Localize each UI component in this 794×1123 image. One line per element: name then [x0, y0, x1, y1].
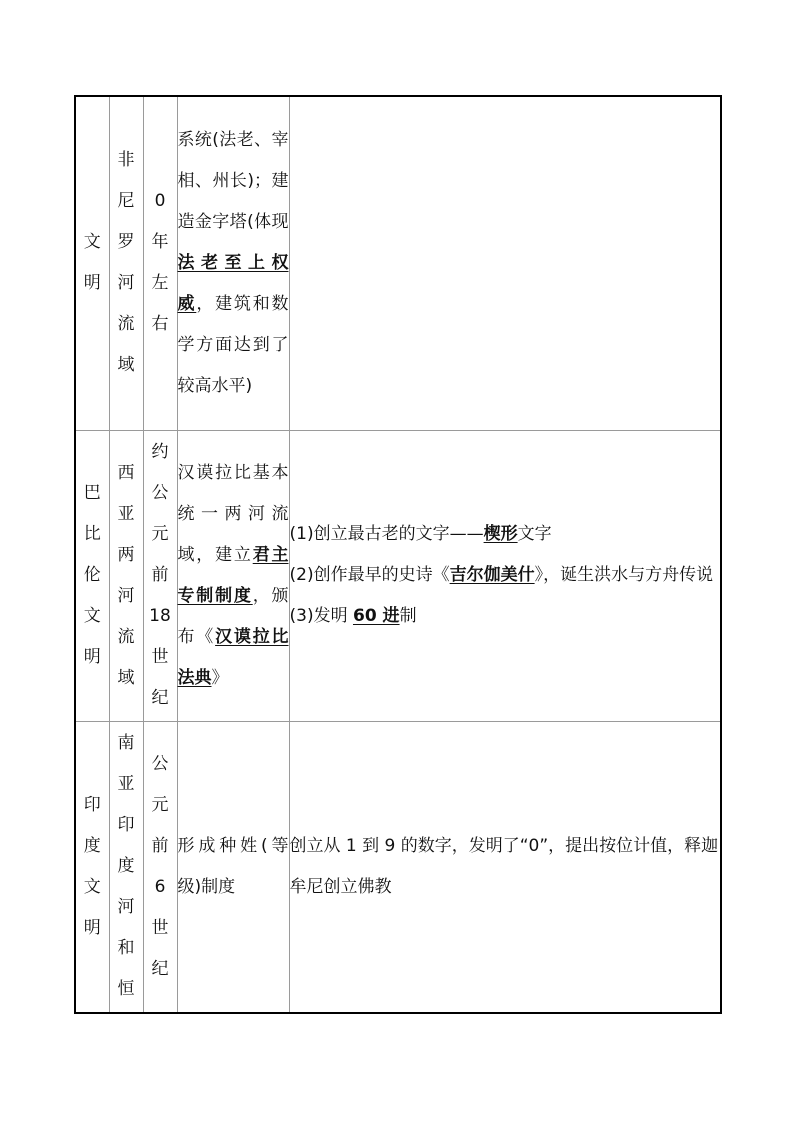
- key-term: 法老至上权威: [177, 252, 289, 314]
- time-cell: [143, 430, 177, 721]
- text-segment: 制: [399, 606, 417, 626]
- cell-char: 明: [83, 647, 101, 667]
- cell-char: 纪: [151, 958, 169, 979]
- cell-char: 亚: [117, 774, 135, 795]
- cell-char: 河: [117, 273, 135, 294]
- culture-cell: [289, 96, 721, 430]
- cell-char: 年: [151, 232, 169, 253]
- cell-char: 比: [83, 524, 101, 544]
- cell-char: 公: [151, 753, 169, 774]
- text-segment: 汉谟拉比基本统一两河流域，建立: [177, 462, 289, 565]
- cell-char: 和: [117, 938, 135, 959]
- cell-char: 恒: [117, 979, 135, 1000]
- cell-char: 河: [117, 585, 135, 606]
- cell-char: 文: [83, 606, 101, 626]
- text-segment: 形成种姓(等级)制度: [177, 835, 289, 897]
- cell-char: 世: [151, 647, 169, 667]
- region-cell: [109, 430, 143, 721]
- cell-char: 西: [117, 462, 135, 483]
- time-cell: [143, 96, 177, 430]
- text-segment: 文字: [517, 524, 552, 544]
- cell-char: 公: [151, 483, 169, 503]
- time-cell: [143, 721, 177, 1013]
- key-term: 楔形: [483, 524, 518, 544]
- cell-char: 前: [151, 565, 169, 585]
- text-segment: (3)发明: [289, 606, 353, 626]
- cell-char: 元: [151, 794, 169, 815]
- cell-char: 河: [117, 897, 135, 918]
- politics-cell: [177, 430, 289, 721]
- key-term: 吉尔伽美什: [449, 565, 535, 585]
- cell-char: 亚: [117, 503, 135, 524]
- key-term: 汉谟拉比法典: [177, 626, 289, 688]
- culture-line: [290, 555, 721, 596]
- cell-char: 非: [117, 150, 135, 171]
- cell-char: 印: [83, 794, 101, 815]
- cell-char: 南: [117, 733, 135, 754]
- cell-char: 右: [151, 314, 169, 335]
- cell-char: 度: [117, 856, 135, 877]
- civ-cell: [75, 96, 109, 430]
- table-row-india: [75, 721, 721, 1013]
- civ-cell: [75, 721, 109, 1013]
- culture-line: [290, 596, 721, 637]
- text-segment: 创立从 1 到 9 的数字，发明了“0”，提出按位计值，释迦牟尼创立佛教: [289, 835, 719, 897]
- civilizations-table: [74, 95, 722, 1014]
- cell-char: 前 6: [151, 835, 169, 897]
- cell-char: 流: [117, 314, 135, 335]
- cell-char: 流: [117, 626, 135, 647]
- text-segment: 》: [211, 667, 229, 688]
- culture-line: [290, 514, 721, 555]
- cell-char: 明: [83, 917, 101, 938]
- civ-cell: [75, 430, 109, 721]
- cell-char: 0: [154, 191, 166, 212]
- cell-char: 域: [117, 667, 135, 688]
- text-segment: 系统(法老、宰相、州长)；建造金字塔(体现: [177, 129, 289, 232]
- politics-cell: [177, 721, 289, 1013]
- text-segment: (2)创作最早的史诗《: [289, 565, 450, 585]
- cell-char: 18: [149, 606, 171, 626]
- cell-char: 巴: [83, 483, 101, 503]
- cell-char: 世: [151, 917, 169, 938]
- cell-char: 域: [117, 355, 135, 376]
- text-segment: 》，诞生洪水与方舟传说: [534, 565, 714, 585]
- cell-char: 文: [83, 876, 101, 897]
- culture-cell: [289, 430, 721, 721]
- text-segment: ，颁布《: [177, 585, 289, 647]
- cell-char: 伦: [83, 565, 101, 585]
- text-segment: ，建筑和数学方面达到了较高水平): [177, 293, 289, 396]
- cell-char: 约: [151, 442, 169, 462]
- cell-char: 纪: [151, 688, 169, 708]
- table-row-babylon: [75, 430, 721, 721]
- politics-cell: [177, 96, 289, 430]
- cell-char: 文: [83, 232, 101, 253]
- cell-char: 度: [83, 835, 101, 856]
- cell-char: 罗: [117, 232, 135, 253]
- cell-char: 明: [83, 273, 101, 294]
- cell-char: 尼: [117, 191, 135, 212]
- cell-char: 印: [117, 815, 135, 836]
- cell-char: 元: [151, 524, 169, 544]
- culture-line: [290, 826, 721, 908]
- region-cell: [109, 96, 143, 430]
- key-term: 君主专制制度: [177, 544, 289, 606]
- cell-char: 两: [117, 544, 135, 565]
- region-cell: [109, 721, 143, 1013]
- text-segment: (1)创立最古老的文字——: [289, 524, 484, 544]
- key-term: 60 进: [352, 606, 400, 626]
- culture-cell: [289, 721, 721, 1013]
- cell-char: 左: [151, 273, 169, 294]
- table-row-egypt: [75, 96, 721, 430]
